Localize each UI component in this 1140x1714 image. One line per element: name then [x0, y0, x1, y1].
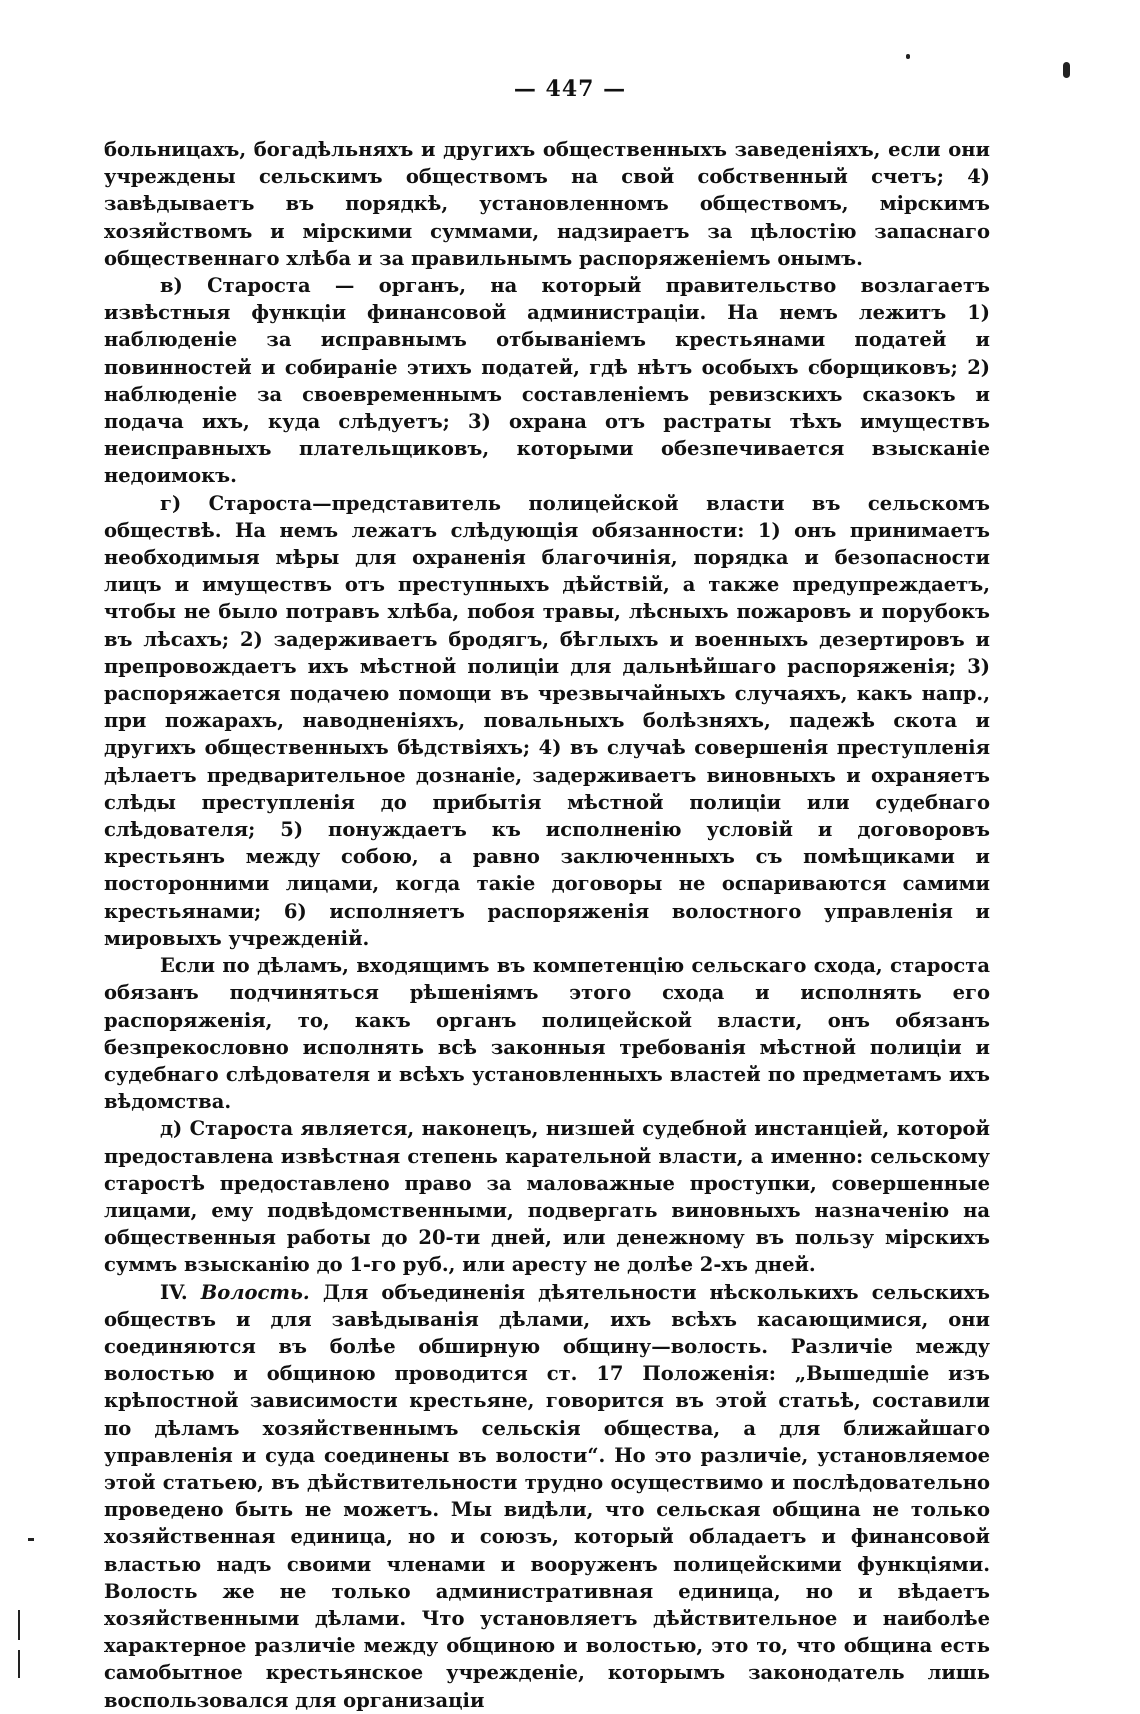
paragraph-g-police: г) Староста—представитель полицейской власти въ сельскомъ обществѣ. На немъ лежатъ слѣдующія обязанности: 1) онъ принимаетъ необходимыя мѣры для охраненія благочинія, порядка и безопасности лицъ и имуществъ отъ преступныхъ дѣйствій, а также предупреждаетъ, чтобы не было потравъ хлѣба, побоя травы, лѣсныхъ пожаровъ и порубокъ въ лѣсахъ; 2) задерживаетъ бродягъ, бѣглыхъ и военныхъ дезертировъ и препровождаетъ ихъ мѣстной полиціи для дальнѣйшаго распоряженія; 3) распоряжается подачею помощи въ чрезвычайныхъ случаяхъ, какъ напр., при пожарахъ, наводненіяхъ, повальныхъ болѣзняхъ, падежѣ скота и другихъ общественныхъ бѣдствіяхъ; 4) въ случаѣ совершенія преступленія дѣлаетъ предварительное дознаніе, задерживаетъ виновныхъ и охраняетъ слѣды преступленія до прибытія мѣстной полиціи или судебнаго слѣдователя; 5) понуждаетъ къ исполненію условій и договоровъ крестьянъ между собою, а равно заключенныхъ съ помѣщиками и посторонними лицами, когда такіе договоры не оспариваются самими крестьянами; 6) исполняетъ распоряженія волостного управленія и мировыхъ учрежденій.: [104, 491, 990, 950]
section-text: Для объединенія дѣятельности нѣсколькихъ сельскихъ обществъ и для завѣдыванія дѣлами, ихъ всѣхъ касающимися, они соединяются въ болѣе обширную общину—волость. Различіе между волостью и общиною проводится ст. 17 Положенія: „Вышедшіе изъ крѣпостной зависимости крестьяне, говорится въ этой статьѣ, составили по дѣламъ хозяйственнымъ сельскія общества, а для ближайшаго управленія и суда соединены въ волости“. Но это различіе, установляемое этой статьею, въ дѣйствительности трудно осуществимо и послѣдовательно проведено быть не можетъ. Мы видѣли, что сельская община не только хозяйственная единица, но и союзъ, который обладаетъ и финансовой властью надъ своими членами и вооруженъ полицейскими функціями. Волость же не только административная единица, но и вѣдаетъ хозяйственными дѣлами. Что установляетъ дѣйствительное и наиболѣе характерное различіе между общиною и волостью, это то, что община есть самобытное крестьянское учрежденіе, которымъ законодатель лишь воспользовался для организаціи: [104, 1280, 990, 1712]
scan-dash-left: [28, 1538, 34, 1541]
paragraph-v-finance: в) Староста — органъ, на который правительство возлагаетъ извѣстныя функціи финансовой администраціи. На немъ лежитъ 1) наблюденіе за исправнымъ отбываніемъ крестьянами податей и повинностей и собираніе этихъ податей, гдѣ нѣтъ особыхъ сборщиковъ; 2) наблюденіе за своевременнымъ составленіемъ ревизскихъ сказокъ и подача ихъ, куда слѣдуетъ; 3) охрана отъ растраты тѣхъ имуществъ неисправныхъ плательщиковъ, которыми обезпечивается взысканіе недоимокъ.: [104, 274, 990, 488]
paragraph-subordination: Если по дѣламъ, входящимъ въ компетенцію сельскаго схода, староста обязанъ подчиняться рѣшеніямъ этого схода и исполнять его распоряженія, то, какъ органъ полицейской власти, онъ обязанъ безпрекословно исполнять всѣ законныя требованія мѣстной полиціи и судебнаго слѣдователя и всѣхъ установленныхъ властей по предметамъ ихъ вѣдомства.: [104, 954, 990, 1114]
paragraph-iv-volost: [104, 1279, 990, 1714]
page-number: — 447 —: [513, 76, 627, 102]
scan-line-bottom-left-2: [18, 1650, 20, 1678]
section-numeral: IV.: [160, 1280, 188, 1304]
body-text: [104, 136, 990, 1714]
paragraph-continuation: больницахъ, богадѣльняхъ и другихъ общественныхъ заведеніяхъ, если они учреждены сельскимъ обществомъ на свой собственный счетъ; 4) завѣдываетъ въ порядкѣ, установленномъ обществомъ, мірскимъ хозяйствомъ и мірскими суммами, надзираетъ за цѣлостію запаснаго общественнаго хлѣба и за правильнымъ распоряженіемъ онымъ.: [104, 138, 990, 270]
scan-line-bottom-left-1: [18, 1610, 20, 1640]
paragraph-d-judicial: д) Староста является, наконецъ, низшей судебной инстанціей, которой предоставлена извѣстная степень карательной власти, а именно: сельскому старостѣ предоставлено право за маловажные проступки, совершенные лицами, ему подвѣдомственными, подвергать виновныхъ назначенію на общественныя работы до 20-ти дней, или денежному въ пользу мірскихъ суммъ взысканію до 1-го руб., или аресту не долѣе 2-хъ дней.: [104, 1117, 990, 1277]
scan-dot-top: [906, 54, 910, 59]
scan-dot-top-right: [1063, 62, 1070, 78]
section-heading: Волость.: [200, 1280, 310, 1304]
